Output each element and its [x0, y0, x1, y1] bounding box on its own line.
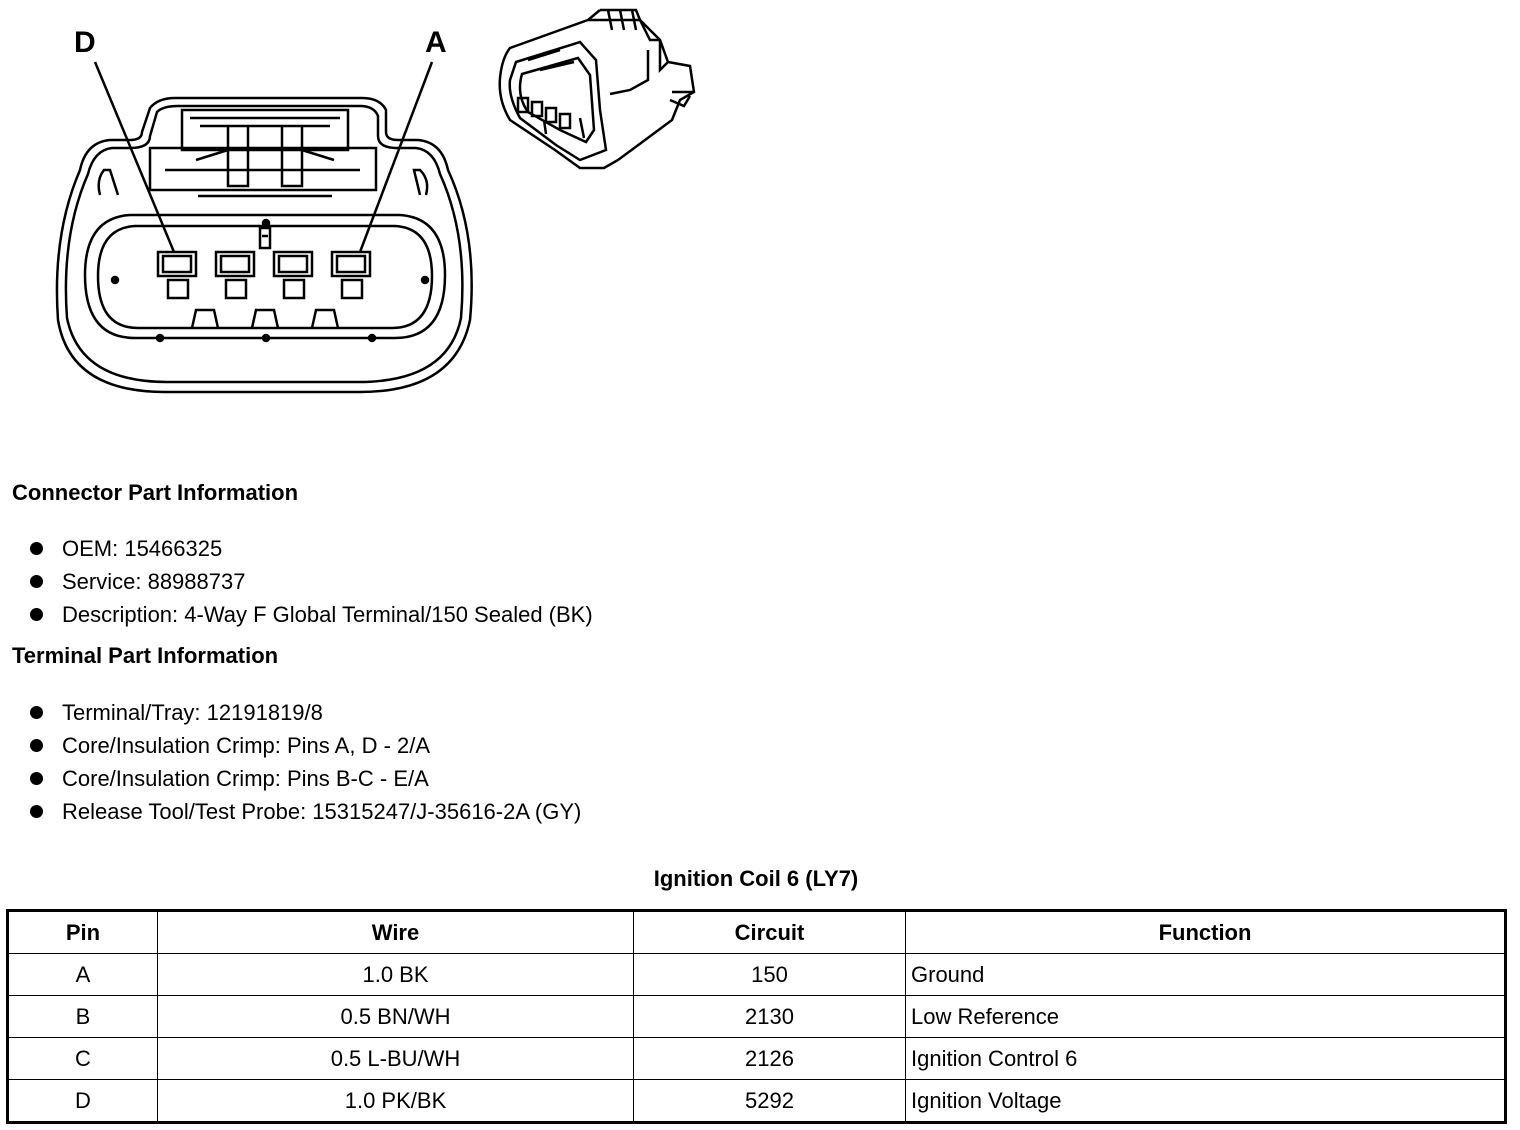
bullet-icon	[30, 772, 43, 785]
column-header-circuit: Circuit	[634, 911, 906, 954]
bullet-icon	[30, 542, 43, 555]
leader-line-d	[95, 62, 174, 252]
list-item: Core/Insulation Crimp: Pins A, D - 2/A	[30, 729, 581, 762]
cell-function: Ground	[906, 954, 1506, 996]
cell-pin: A	[8, 954, 158, 996]
bullet-icon	[30, 805, 43, 818]
cell-wire: 1.0 BK	[158, 954, 634, 996]
connector-part-list	[30, 532, 593, 631]
bullet-icon	[30, 706, 43, 719]
connector-diagram	[0, 0, 720, 420]
bullet-icon	[30, 575, 43, 588]
table-row	[8, 996, 1506, 1038]
column-header-function: Function	[906, 911, 1506, 954]
cell-circuit: 5292	[634, 1080, 906, 1123]
cell-wire: 0.5 L-BU/WH	[158, 1038, 634, 1080]
bullet-icon	[30, 739, 43, 752]
connector-face	[85, 215, 445, 338]
connector-isometric-view	[500, 10, 694, 168]
connector-outer-shell	[57, 98, 472, 392]
list-item: OEM: 15466325	[30, 532, 593, 565]
cell-pin: C	[8, 1038, 158, 1080]
table-header-row	[8, 911, 1506, 954]
cell-wire: 0.5 BN/WH	[158, 996, 634, 1038]
cell-pin: D	[8, 1080, 158, 1123]
pin-label-a: A	[425, 26, 447, 59]
pin-label-d: D	[74, 26, 96, 59]
cell-circuit: 2130	[634, 996, 906, 1038]
latch-housing	[182, 110, 348, 150]
terminal-part-heading: Terminal Part Information	[12, 643, 279, 668]
column-header-pin: Pin	[8, 911, 158, 954]
list-item: Service: 88988737	[30, 565, 593, 598]
cell-function: Ignition Control 6	[906, 1038, 1506, 1080]
terminal-part-list	[30, 696, 581, 828]
cell-function: Low Reference	[906, 996, 1506, 1038]
leader-line-a	[360, 62, 432, 252]
cell-circuit: 2126	[634, 1038, 906, 1080]
latch-details	[150, 118, 376, 196]
cell-function: Ignition Voltage	[906, 1080, 1506, 1123]
column-header-wire: Wire	[158, 911, 634, 954]
polarization-key	[260, 228, 270, 248]
list-item: Terminal/Tray: 12191819/8	[30, 696, 581, 729]
list-item: Release Tool/Test Probe: 15315247/J-35616-2A (GY)	[30, 795, 581, 828]
bottom-tabs	[192, 310, 338, 328]
table-row	[8, 1080, 1506, 1123]
pin-cavities	[158, 252, 370, 298]
table-title: Ignition Coil 6 (LY7)	[653, 866, 859, 891]
connector-face-inner	[98, 226, 432, 328]
cell-circuit: 150	[634, 954, 906, 996]
list-item: Core/Insulation Crimp: Pins B-C - E/A	[30, 762, 581, 795]
bullet-icon	[30, 608, 43, 621]
list-item: Description: 4-Way F Global Terminal/150 Sealed (BK)	[30, 598, 593, 631]
pin-table	[6, 909, 1507, 1124]
table-row	[8, 1038, 1506, 1080]
connector-part-heading: Connector Part Information	[12, 480, 299, 505]
cell-pin: B	[8, 996, 158, 1038]
cell-wire: 1.0 PK/BK	[158, 1080, 634, 1123]
table-row	[8, 954, 1506, 996]
key-dot	[263, 220, 269, 226]
